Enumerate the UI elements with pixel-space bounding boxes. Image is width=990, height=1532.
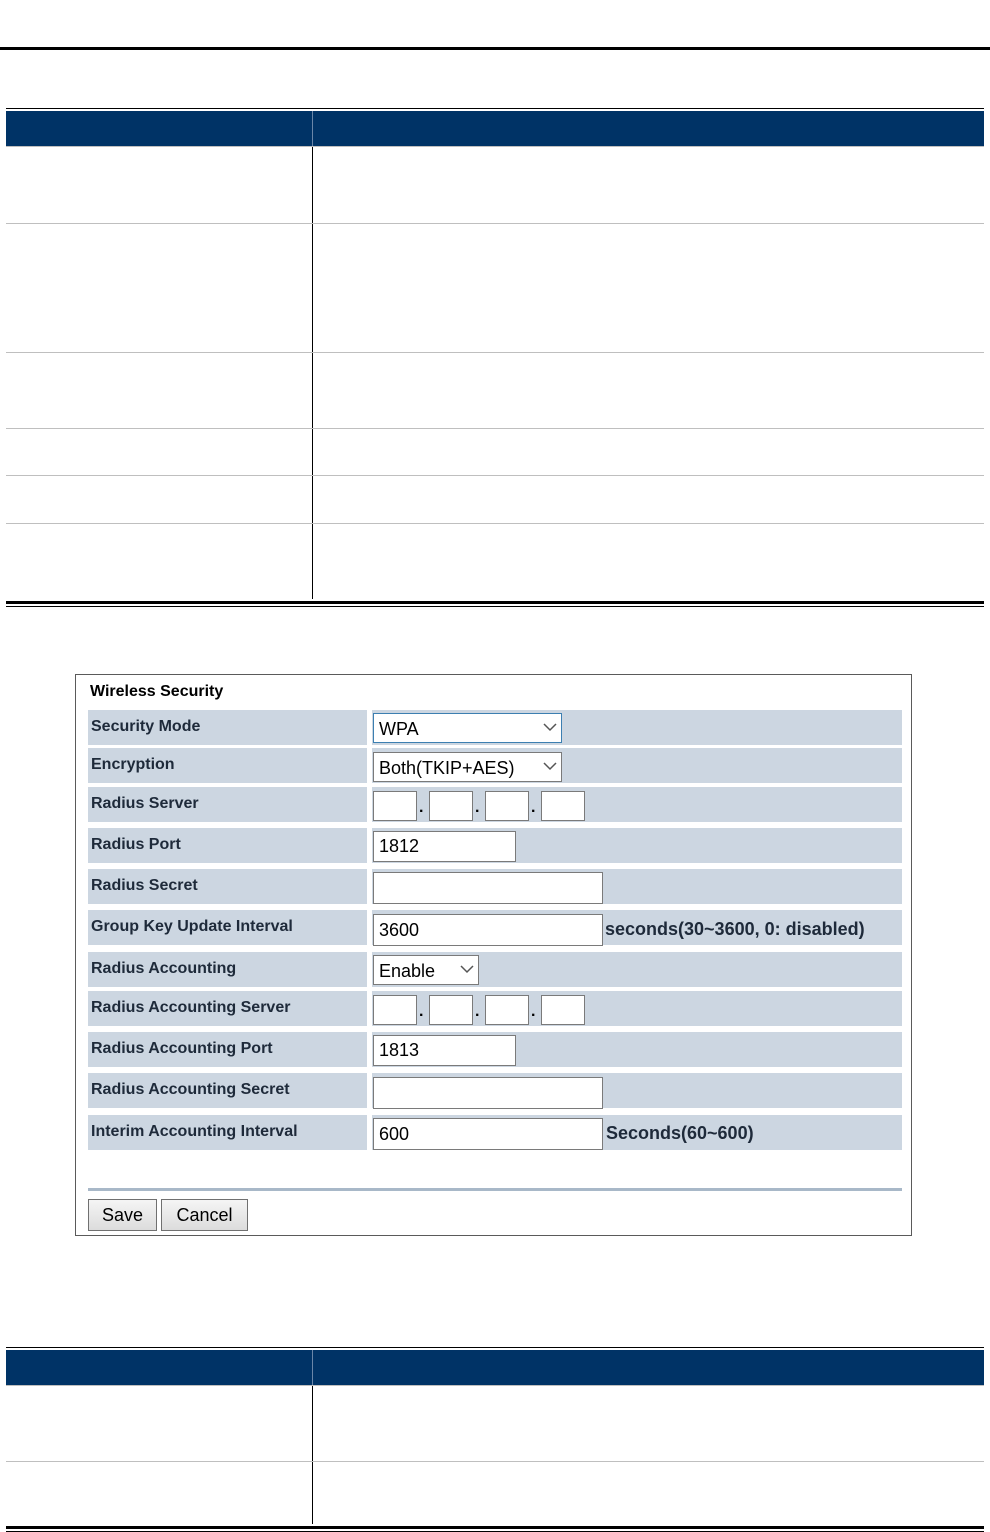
security-mode-label: Security Mode <box>91 718 201 735</box>
radius-accounting-label: Radius Accounting <box>91 960 237 977</box>
security-mode-row <box>88 710 902 745</box>
radius-secret-label: Radius Secret <box>91 877 198 894</box>
ip-separator: . <box>475 799 480 816</box>
table-header <box>6 1350 984 1385</box>
radius-accounting-select[interactable] <box>373 955 479 985</box>
chevron-down-icon <box>460 964 474 974</box>
radius-accounting-server-label: Radius Accounting Server <box>91 999 291 1016</box>
radius-accounting-value: Enable <box>379 961 436 981</box>
interim-interval-row <box>88 1115 902 1150</box>
page-top-rule <box>0 47 990 50</box>
radius-accounting-server-octet-4[interactable] <box>541 995 585 1025</box>
radius-server-octet-1[interactable] <box>373 791 417 821</box>
radius-secret-input[interactable] <box>373 872 603 904</box>
chevron-down-icon <box>543 761 557 771</box>
radius-accounting-port-label: Radius Accounting Port <box>91 1040 273 1057</box>
table-row <box>6 146 984 223</box>
table-row <box>6 1385 984 1461</box>
wireless-security-panel <box>75 674 912 1236</box>
radius-server-label: Radius Server <box>91 795 199 812</box>
encryption-row <box>88 748 902 783</box>
table-row <box>6 223 984 352</box>
ip-separator: . <box>531 799 536 816</box>
table-row <box>6 523 984 599</box>
radius-accounting-secret-label: Radius Accounting Secret <box>91 1081 290 1098</box>
security-mode-select[interactable] <box>373 713 562 743</box>
group-key-interval-input[interactable] <box>373 914 603 946</box>
radius-accounting-secret-input[interactable] <box>373 1077 603 1109</box>
radius-port-input[interactable] <box>373 831 516 862</box>
radius-server-octet-2[interactable] <box>429 791 473 821</box>
encryption-value: Both(TKIP+AES) <box>379 758 515 778</box>
form-divider <box>88 1188 902 1191</box>
ip-separator: . <box>419 1003 424 1020</box>
description-table-top <box>6 108 984 607</box>
save-button[interactable]: Save <box>88 1199 157 1231</box>
radius-accounting-port-row <box>88 1032 902 1067</box>
security-mode-value: WPA <box>379 719 419 739</box>
group-key-interval-row <box>88 910 902 945</box>
interim-interval-label: Interim Accounting Interval <box>91 1123 298 1140</box>
group-key-interval-label: Group Key Update Interval <box>91 918 293 935</box>
radius-server-row <box>88 787 902 822</box>
ip-separator: . <box>419 799 424 816</box>
radius-accounting-row <box>88 952 902 987</box>
radius-port-row <box>88 828 902 863</box>
ip-separator: . <box>475 1003 480 1020</box>
table-row <box>6 1461 984 1524</box>
chevron-down-icon <box>543 722 557 732</box>
ip-separator: . <box>531 1003 536 1020</box>
radius-port-label: Radius Port <box>91 836 181 853</box>
radius-accounting-server-row <box>88 991 902 1026</box>
panel-title: Wireless Security <box>90 683 224 700</box>
interim-interval-input[interactable] <box>373 1118 603 1150</box>
radius-accounting-server-octet-3[interactable] <box>485 995 529 1025</box>
table-row <box>6 352 984 428</box>
radius-accounting-server-octet-2[interactable] <box>429 995 473 1025</box>
encryption-select[interactable] <box>373 752 562 782</box>
table-header <box>6 111 984 146</box>
table-row <box>6 475 984 523</box>
radius-server-octet-4[interactable] <box>541 791 585 821</box>
description-table-bottom <box>6 1347 984 1532</box>
interim-interval-suffix: Seconds(60~600) <box>606 1123 754 1143</box>
group-key-interval-suffix: seconds(30~3600, 0: disabled) <box>605 919 865 939</box>
table-row <box>6 428 984 475</box>
radius-secret-row <box>88 869 902 904</box>
radius-server-octet-3[interactable] <box>485 791 529 821</box>
encryption-label: Encryption <box>91 756 175 773</box>
cancel-button[interactable]: Cancel <box>161 1199 248 1231</box>
radius-accounting-server-octet-1[interactable] <box>373 995 417 1025</box>
radius-accounting-secret-row <box>88 1073 902 1108</box>
radius-accounting-port-input[interactable] <box>373 1035 516 1066</box>
